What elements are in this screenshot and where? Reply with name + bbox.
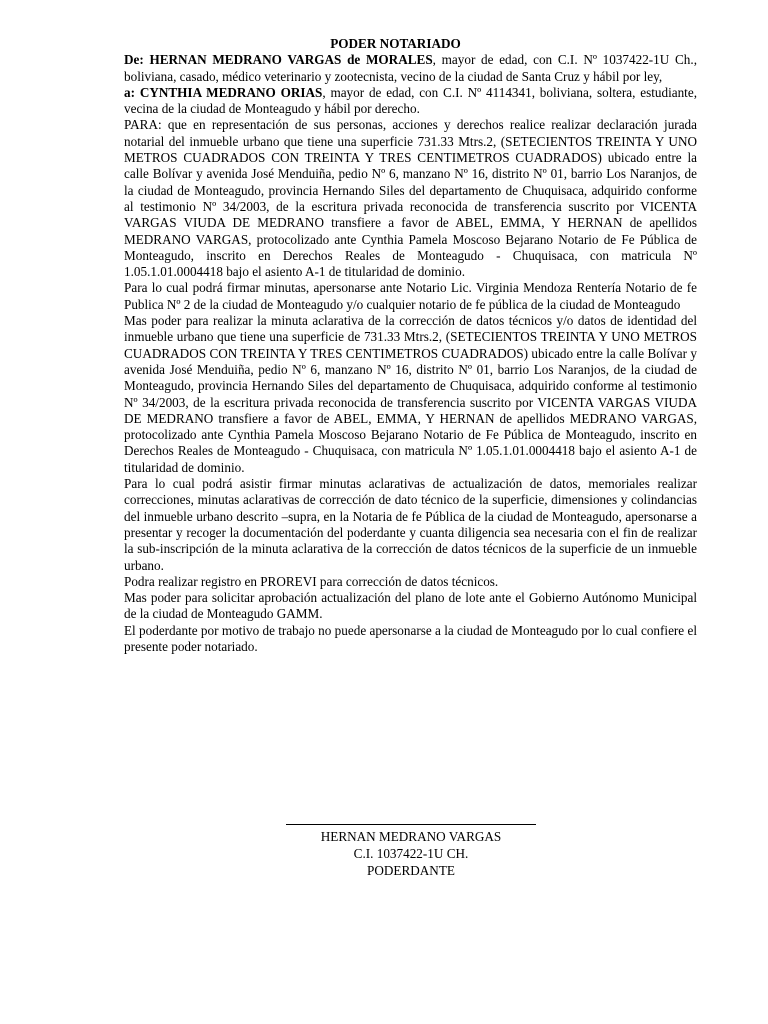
grantor-paragraph: [124, 52, 697, 85]
grantee-details: , mayor de edad, con C.I. Nº 4114341, boliviana, soltera, estudiante, vecina de la ciudad de Monteagudo y hábil por derecho.: [124, 84, 697, 117]
document-body: [124, 36, 697, 655]
grantee-paragraph: [124, 85, 697, 118]
signer-name: HERNAN MEDRANO VARGAS: [320, 829, 502, 844]
correction-powers-paragraph: Mas poder para realizar la minuta aclarativa de la corrección de datos técnicos y/o datos de identidad del inmueble urbano que tiene una superficie de 731.33 Mtrs.2, (SETECIENTOS TREINTA Y UNO METROS CUADRADOS CON TREINTA Y TRES CENTIMETROS CUADRADOS) ubicado entre la calle Bolívar y avenida José Menduiña, pedio Nº 6, manzano Nº 16, distrito Nº 01, barrio Los Naranjos, de la ciudad de Monteagudo, provincia Hernando Siles del departamento de Chuquisaca, adquirido conforme al testimonio Nº 34/2003, de la escritura privada reconocida de transferencia suscrito por VICENTA VARGAS VIUDA DE MEDRANO transfiere a favor de ABEL, EMMA, Y HERNAN de apellidos MEDRANO VARGAS, protocolizado ante Cynthia Pamela Moscoso Bejarano Notario de Fe Pública de Monteagudo, inscrito en Derechos Reales de Monteagudo - Chuquisaca, con matricula Nº 1.05.1.01.0004418 bajo el asiento A-1 de titularidad de dominio.: [124, 313, 697, 475]
document-title: PODER NOTARIADO: [330, 36, 461, 51]
signing-powers-paragraph: Para lo cual podrá firmar minutas, apersonarse ante Notario Lic. Virginia Mendoza Rentería Notario de fe Publica Nº 2 de la ciudad de Monteagudo y/o cualquier notario de fe pública de la ciudad de Monteagudo: [124, 280, 697, 312]
clarification-powers-paragraph: Para lo cual podrá asistir firmar minutas aclarativas de actualización de datos, memoriales realizar correcciones, minutas aclarativas de corrección de dato técnico de la superficie, dimensiones y colindancias del inmueble urbano descrito –supra, en la Notaria de fe Pública de la ciudad de Monteagudo, apersonarse a presentar y recoger la documentación del poderdante y cuanta diligencia sea necesaria con el fin de realizar la sub-inscripción de la minuta aclarativa de la corrección de datos técnicos de la superficie de un inmueble urbano.: [124, 476, 697, 573]
prorevi-paragraph: Podra realizar registro en PROREVI para corrección de datos técnicos.: [124, 573, 499, 589]
closing-paragraph: El poderdante por motivo de trabajo no puede apersonarse a la ciudad de Monteagudo por lo cual confiere el presente poder notariado.: [124, 622, 697, 654]
grantee-label: a:: [124, 84, 135, 100]
signature-block: [286, 824, 536, 879]
purpose-paragraph: PARA: que en representación de sus personas, acciones y derechos realice realizar declaración jurada notarial del inmueble urbano que tiene una superficie 731.33 Mtrs.2, (SETECIENTOS TREINTA Y UNO METROS CUADRADOS CON TREINTA Y TRES CENTIMETROS CUADRADOS) ubicado entre la calle Bolívar y avenida José Menduiña, pedio Nº 6, manzano Nº 16, distrito Nº 01, barrio Los Naranjos, de la ciudad de Monteagudo, provincia Hernando Siles del departamento de Chuquisaca, adquirido conforme al testimonio Nº 34/2003, de la escritura privada reconocida de transferencia suscrito por VICENTA VARGAS VIUDA DE MEDRANO transfiere a favor de ABEL, EMMA, Y HERNAN de apellidos MEDRANO VARGAS, protocolizado ante Cynthia Pamela Moscoso Bejarano Notario de Fe Pública de Monteagudo, inscrito en Derechos Reales de Monteagudo - Chuquisaca, con matricula Nº 1.05.1.01.0004418 bajo el asiento A-1 de titularidad de dominio.: [124, 117, 697, 280]
grantor-details: , mayor de edad, con C.I. Nº 1037422-1U Ch., boliviana, casado, médico veterinario y zootecnista, vecino de la ciudad de Santa Cruz y hábil por ley,: [124, 52, 697, 84]
signer-id: C.I. 1037422-1U CH.: [353, 846, 469, 861]
grantor-name: HERNAN MEDRANO VARGAS de MORALES: [149, 52, 433, 68]
signer-role: PODERDANTE: [367, 863, 455, 878]
grantor-label: De:: [124, 52, 144, 68]
grantee-name: CYNTHIA MEDRANO ORIAS: [139, 84, 323, 100]
signature-line: [286, 824, 536, 825]
plan-approval-paragraph: Mas poder para solicitar aprobación actualización del plano de lote ante el Gobierno Autónomo Municipal de la ciudad de Monteagudo GAMM.: [124, 590, 697, 622]
